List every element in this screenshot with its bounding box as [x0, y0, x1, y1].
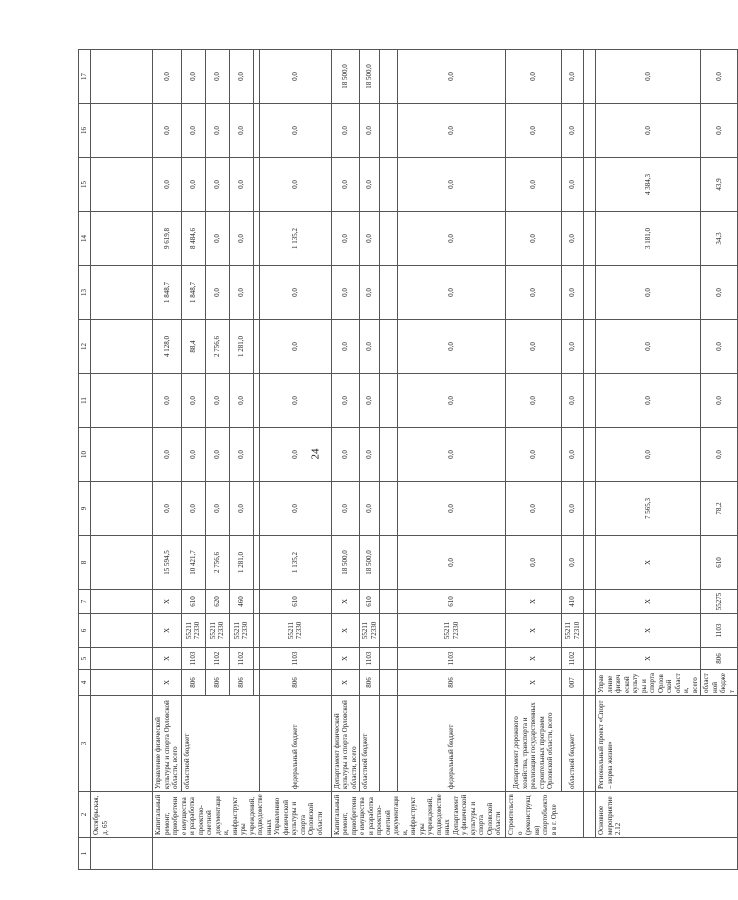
value-cell: 0,0: [181, 104, 205, 158]
value-cell: 0,0: [360, 320, 380, 374]
cell: X: [331, 590, 360, 614]
cell: 806: [360, 670, 380, 696]
cell: 1103: [398, 648, 506, 670]
cell: 806: [205, 670, 229, 696]
value-cell: 0,0: [205, 158, 229, 212]
cell: [91, 320, 153, 374]
value-cell: 0,0: [360, 428, 380, 482]
cell: [584, 212, 596, 266]
cell: [584, 670, 596, 696]
table-row: [259, 50, 295, 870]
value-cell: 0,0: [153, 104, 182, 158]
value-cell: 0,0: [398, 158, 506, 212]
cell: [584, 696, 596, 792]
cell: [584, 482, 596, 536]
cell: [91, 670, 153, 696]
value-cell: 0,0: [153, 50, 182, 104]
table-row: [398, 50, 416, 870]
value-cell: 0,0: [229, 374, 253, 428]
cell: [380, 212, 398, 266]
cell: 620: [205, 590, 229, 614]
cell: [380, 482, 398, 536]
cell: X: [153, 614, 182, 648]
value-cell: 0,0: [229, 428, 253, 482]
value-cell: 0,0: [181, 428, 205, 482]
table-row: [331, 50, 360, 870]
value-cell: 18 500,0: [360, 50, 380, 104]
header-cell: 17: [79, 50, 91, 104]
cell: [91, 838, 153, 870]
value-cell: 0,0: [229, 212, 253, 266]
header-cell: 2: [79, 792, 91, 838]
cell: X: [596, 614, 701, 648]
header-cell: 3: [79, 696, 91, 792]
value-cell: 0,0: [331, 104, 360, 158]
value-cell: 0,0: [398, 482, 506, 536]
value-cell: 0,0: [398, 320, 506, 374]
cell: X: [331, 670, 360, 696]
value-cell: 0,0: [701, 428, 738, 482]
value-cell: 18 500,0: [360, 536, 380, 590]
value-cell: 0,0: [331, 158, 360, 212]
cell: 806: [181, 670, 205, 696]
cell: [91, 696, 153, 792]
cell: 55211 72330: [259, 614, 331, 648]
value-cell: 0,0: [360, 158, 380, 212]
cell: 410: [562, 590, 584, 614]
cell: [584, 648, 596, 670]
cell: X: [331, 648, 360, 670]
page-number: 24: [309, 448, 322, 460]
cell: [584, 158, 596, 212]
cell: [91, 614, 153, 648]
cell: [380, 670, 398, 696]
value-cell: 0,0: [596, 320, 701, 374]
cell: [380, 590, 398, 614]
value-cell: 4 128,0: [153, 320, 182, 374]
rotated-table-area: [78, 50, 736, 870]
table-row: [91, 50, 153, 870]
value-cell: 0,0: [506, 212, 562, 266]
measure-name: Капитальный ремонт, приобретение имущества и разработка проектно-сметной документации, инфраструктуры учреждений, подведомственных Департаменту физической культуры и спорта Орловской области: [331, 792, 506, 838]
responsible-cell: областной бюджет: [562, 696, 584, 792]
value-cell: 0,0: [562, 266, 584, 320]
cell: [380, 428, 398, 482]
value-cell: 0,0: [596, 428, 701, 482]
value-cell: 0,0: [360, 104, 380, 158]
cell: [91, 212, 153, 266]
value-cell: 0,0: [596, 50, 701, 104]
value-cell: 0,0: [360, 212, 380, 266]
value-cell: 9 619,8: [153, 212, 182, 266]
value-cell: 0,0: [205, 212, 229, 266]
value-cell: 88,4: [181, 320, 205, 374]
responsible-cell: федеральный бюджет: [259, 696, 331, 792]
cell: [91, 158, 153, 212]
cell: 1102: [229, 648, 253, 670]
header-cell: 13: [79, 266, 91, 320]
cell: [584, 536, 596, 590]
value-cell: 0,0: [506, 536, 562, 590]
value-cell: 0,0: [596, 374, 701, 428]
cell: [153, 838, 738, 870]
cell: X: [596, 536, 701, 590]
cell: 610: [701, 536, 738, 590]
header-cell: 5: [79, 648, 91, 670]
value-cell: 8 484,6: [181, 212, 205, 266]
value-cell: 0,0: [259, 428, 331, 482]
value-cell: 4 384,3: [596, 158, 701, 212]
cell: X: [331, 614, 360, 648]
value-cell: 7 565,3: [596, 482, 701, 536]
value-cell: 0,0: [229, 104, 253, 158]
measure-name: Региональный проект «Спорт – норма жизни»: [596, 696, 738, 792]
value-cell: 0,0: [153, 374, 182, 428]
value-cell: 0,0: [259, 266, 331, 320]
cell: X: [153, 590, 182, 614]
table-row: [153, 50, 182, 870]
value-cell: 0,0: [398, 428, 506, 482]
value-cell: 0,0: [562, 158, 584, 212]
value-cell: 0,0: [562, 104, 584, 158]
value-cell: 10 421,7: [181, 536, 205, 590]
value-cell: 0,0: [259, 50, 331, 104]
value-cell: 0,0: [229, 50, 253, 104]
value-cell: 0,0: [259, 482, 331, 536]
value-cell: 43,9: [701, 158, 738, 212]
cell: X: [596, 648, 701, 670]
value-cell: 1 135,2: [259, 212, 331, 266]
value-cell: 0,0: [398, 104, 506, 158]
table-row: [584, 50, 596, 870]
cell: [91, 374, 153, 428]
value-cell: 0,0: [506, 320, 562, 374]
responsible-cell: областной бюджет: [360, 696, 380, 792]
cell: 610: [360, 590, 380, 614]
cell: [91, 266, 153, 320]
cell: [380, 266, 398, 320]
value-cell: 0,0: [562, 212, 584, 266]
value-cell: 0,0: [331, 212, 360, 266]
cell: 806: [701, 648, 738, 670]
value-cell: 0,0: [181, 482, 205, 536]
value-cell: 2 756,6: [205, 536, 229, 590]
cell: [584, 614, 596, 648]
value-cell: 0,0: [205, 428, 229, 482]
cell: 1103: [701, 614, 738, 648]
cell: [380, 374, 398, 428]
value-cell: 0,0: [398, 212, 506, 266]
cell: [584, 320, 596, 374]
cell: [91, 482, 153, 536]
cell: 1102: [562, 648, 584, 670]
responsible-cell: областной бюджет: [181, 696, 259, 792]
value-cell: 2 756,6: [205, 320, 229, 374]
value-cell: 0,0: [331, 428, 360, 482]
cell: 55211 72330: [229, 614, 253, 648]
value-cell: 0,0: [701, 374, 738, 428]
value-cell: 0,0: [259, 374, 331, 428]
value-cell: 1 135,2: [259, 536, 331, 590]
responsible-cell: федеральный бюджет: [398, 696, 506, 792]
address-cell: Октябрьская, д. 65: [91, 792, 153, 838]
header-cell: 10: [79, 428, 91, 482]
value-cell: 0,0: [562, 536, 584, 590]
cell: 1103: [259, 648, 331, 670]
cell: 55211 72330: [398, 614, 506, 648]
value-cell: 15 594,5: [153, 536, 182, 590]
cell: [91, 590, 153, 614]
cell: [91, 428, 153, 482]
value-cell: 0,0: [506, 482, 562, 536]
value-cell: 0,0: [701, 266, 738, 320]
value-cell: 0,0: [360, 482, 380, 536]
cell: X: [506, 590, 562, 614]
value-cell: 1 848,7: [153, 266, 182, 320]
cell: 610: [398, 590, 506, 614]
value-cell: 0,0: [259, 320, 331, 374]
cell: 55211 72330: [205, 614, 229, 648]
cell: [584, 428, 596, 482]
value-cell: 0,0: [506, 50, 562, 104]
cell: [380, 50, 398, 104]
value-cell: 18 500,0: [331, 536, 360, 590]
value-cell: 0,0: [153, 482, 182, 536]
cell: [380, 696, 398, 792]
value-cell: 34,3: [701, 212, 738, 266]
table-row: [596, 50, 701, 870]
value-cell: 0,0: [360, 266, 380, 320]
header-row: [79, 50, 91, 870]
table-row: [380, 50, 398, 870]
header-cell: 9: [79, 482, 91, 536]
value-cell: 0,0: [153, 158, 182, 212]
value-cell: 0,0: [398, 266, 506, 320]
cell: [584, 590, 596, 614]
value-cell: 0,0: [701, 104, 738, 158]
value-cell: 0,0: [331, 266, 360, 320]
table-row: [562, 50, 584, 870]
measure-number: Основное мероприятие 2.12: [596, 792, 738, 838]
value-cell: 0,0: [562, 50, 584, 104]
cell: [380, 320, 398, 374]
value-cell: 0,0: [331, 482, 360, 536]
cell: 007: [562, 670, 584, 696]
value-cell: 0,0: [701, 50, 738, 104]
cell: 460: [229, 590, 253, 614]
table-row: [360, 50, 380, 870]
value-cell: 0,0: [562, 428, 584, 482]
value-cell: 0,0: [205, 104, 229, 158]
value-cell: 0,0: [259, 158, 331, 212]
value-cell: 0,0: [205, 374, 229, 428]
value-cell: 0,0: [701, 320, 738, 374]
cell: [91, 50, 153, 104]
cell: 806: [259, 670, 331, 696]
value-cell: 0,0: [596, 266, 701, 320]
cell: [584, 374, 596, 428]
cell: 55211 72310: [562, 614, 584, 648]
header-cell: 14: [79, 212, 91, 266]
value-cell: 0,0: [181, 50, 205, 104]
value-cell: 0,0: [181, 374, 205, 428]
value-cell: 78,2: [701, 482, 738, 536]
value-cell: 0,0: [506, 428, 562, 482]
cell: 1102: [205, 648, 229, 670]
responsible-cell: Управление физической культуры и спорта Орловской области, всего: [153, 696, 182, 792]
cell: [584, 266, 596, 320]
measure-name: Капитальный ремонт, приобретение имущества и разработка проектно-сметной документации, инфраструктуры учреждений, подведомственных Управлению физической культуры и спорта Орловской области: [153, 792, 332, 838]
header-cell: 15: [79, 158, 91, 212]
cell: X: [506, 614, 562, 648]
header-cell: 16: [79, 104, 91, 158]
cell: 1103: [181, 648, 205, 670]
cell: [584, 792, 596, 838]
cell: [584, 104, 596, 158]
value-cell: 1 848,7: [181, 266, 205, 320]
cell: 55275: [701, 590, 738, 614]
cell: X: [506, 670, 562, 696]
value-cell: 0,0: [562, 320, 584, 374]
value-cell: 0,0: [506, 158, 562, 212]
value-cell: 0,0: [506, 374, 562, 428]
responsible-cell: Департамент физической культуры и спорта Орловской области, всего: [331, 696, 360, 792]
value-cell: 0,0: [562, 482, 584, 536]
value-cell: 0,0: [153, 428, 182, 482]
value-cell: 0,0: [205, 482, 229, 536]
value-cell: 0,0: [398, 374, 506, 428]
value-cell: 18 500,0: [331, 50, 360, 104]
value-cell: 0,0: [506, 104, 562, 158]
value-cell: 1 281,0: [229, 320, 253, 374]
cell: [91, 104, 153, 158]
value-cell: 0,0: [398, 50, 506, 104]
table-row: [181, 50, 205, 870]
cell: 806: [229, 670, 253, 696]
value-cell: 0,0: [360, 374, 380, 428]
cell: [380, 614, 398, 648]
header-cell: 12: [79, 320, 91, 374]
value-cell: 0,0: [229, 158, 253, 212]
header-cell: 7: [79, 590, 91, 614]
value-cell: 0,0: [506, 266, 562, 320]
header-cell: 11: [79, 374, 91, 428]
cell: X: [506, 648, 562, 670]
value-cell: 0,0: [205, 266, 229, 320]
value-cell: 0,0: [259, 104, 331, 158]
cell: 55211 72330: [181, 614, 205, 648]
cell: [380, 158, 398, 212]
cell: [584, 50, 596, 104]
cell: X: [596, 590, 701, 614]
cell: 1103: [360, 648, 380, 670]
cell: [380, 104, 398, 158]
value-cell: 0,0: [205, 50, 229, 104]
value-cell: 1 281,0: [229, 536, 253, 590]
value-cell: 0,0: [596, 104, 701, 158]
cell: [380, 536, 398, 590]
responsible-cell: Департамент дорожного хозяйства, транспорта и реализации государственных строительных программ Орловской области, всего: [506, 696, 562, 792]
measure-name: Строительство (реконструкция) спортобъектов в г. Орле: [506, 792, 584, 838]
cell: [91, 536, 153, 590]
cell: 610: [181, 590, 205, 614]
responsible-cell: Управление физической культуры и спорта Орловской области, всего: [596, 670, 701, 696]
header-cell: 6: [79, 614, 91, 648]
value-cell: 0,0: [331, 320, 360, 374]
value-cell: 0,0: [181, 158, 205, 212]
value-cell: 0,0: [331, 374, 360, 428]
cell: 610: [259, 590, 331, 614]
value-cell: 0,0: [229, 482, 253, 536]
header-cell: 4: [79, 670, 91, 696]
value-cell: 3 181,0: [596, 212, 701, 266]
cell: 55211 72330: [360, 614, 380, 648]
value-cell: 0,0: [398, 536, 506, 590]
value-cell: 0,0: [562, 374, 584, 428]
budget-table: [78, 49, 738, 870]
cell: [91, 648, 153, 670]
responsible-cell: областной бюджет: [701, 670, 738, 696]
table-row: [506, 50, 534, 870]
cell: [380, 648, 398, 670]
header-cell: 1: [79, 838, 91, 870]
header-cell: 8: [79, 536, 91, 590]
value-cell: 0,0: [229, 266, 253, 320]
cell: X: [153, 648, 182, 670]
cell: X: [153, 670, 182, 696]
cell: 806: [398, 670, 506, 696]
